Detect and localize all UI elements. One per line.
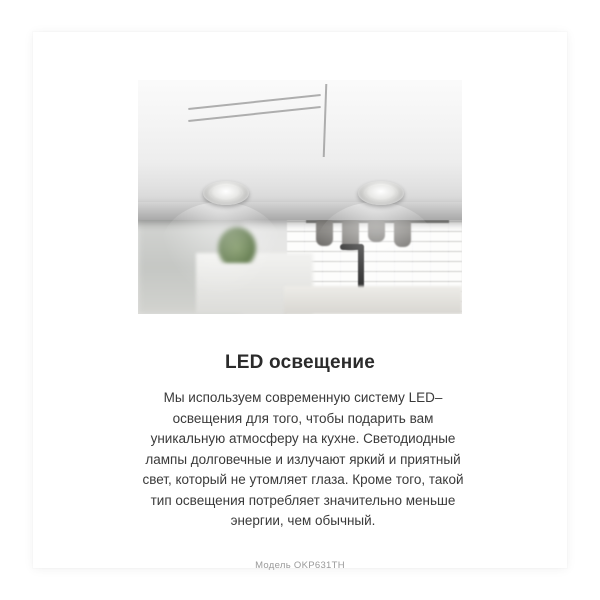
kitchen-pan <box>316 220 333 246</box>
kitchen-pan <box>368 220 385 242</box>
kitchen-pan <box>394 220 411 247</box>
kitchen-faucet <box>358 244 364 290</box>
led-lamp-icon <box>358 181 404 205</box>
range-hood-seam <box>188 106 320 122</box>
kitchen-plant <box>216 225 258 262</box>
range-hood-seam <box>323 84 328 157</box>
product-feature-card <box>33 32 567 571</box>
kitchen-range-hood-led-photo <box>138 80 462 314</box>
range-hood-edge <box>138 202 462 221</box>
led-lamp-icon <box>203 181 249 205</box>
page-title: LED освещение <box>224 352 376 373</box>
description-text: Мы используем современную систему LED–освещения для того, чтобы подарить вам уникальную атмосферу на кухне. Светодиодные лампы долговечные и излучают яркий и приятный свет, который не утомляет глаза. Кроме того, такой тип освещения потребляет значительно меньше энергии, чем обычный. <box>142 390 464 528</box>
model-label: Модель OKP631TH <box>255 560 345 571</box>
kitchen-countertop <box>284 286 462 314</box>
range-hood-body <box>138 80 462 216</box>
